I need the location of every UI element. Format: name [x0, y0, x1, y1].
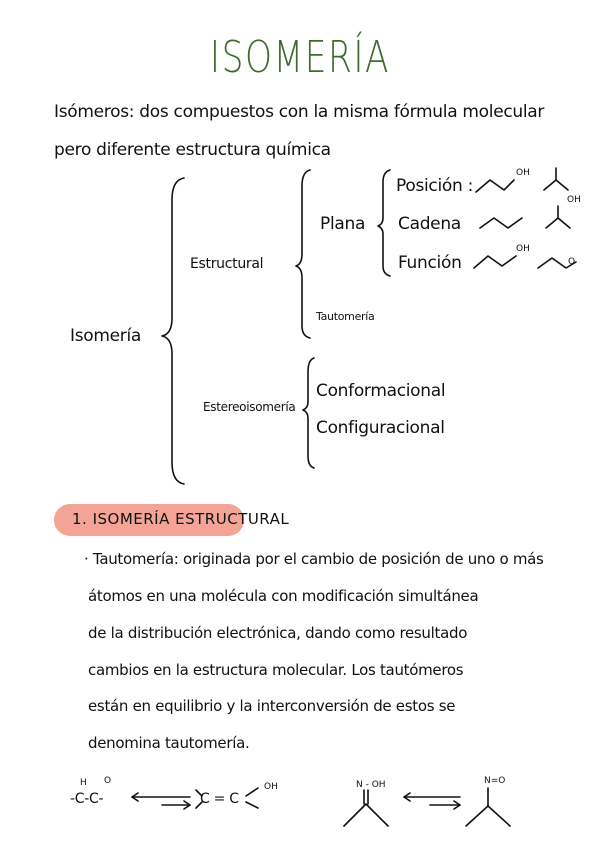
funcion-oh: OH: [516, 244, 530, 254]
definition-line-2: pero diferente estructura química: [54, 140, 331, 160]
para-line-2: átomos en una molécula con modificación simultánea: [88, 587, 479, 605]
brace-structural: [296, 170, 310, 338]
tree-stereo-label: Estereoisomería: [203, 400, 296, 414]
tree-posicion-label: Posición :: [396, 176, 474, 196]
mol-cadena-2: [546, 218, 570, 228]
tree-funcion-label: Función: [398, 253, 462, 273]
mol-funcion-1: [474, 256, 516, 268]
posicion-oh-1: OH: [516, 168, 530, 178]
definition-line-1: Isómeros: dos compuestos con la misma fórmula molecular: [54, 102, 545, 122]
section-heading: 1. ISOMERÍA ESTRUCTURAL: [72, 510, 290, 528]
tree-structural-label: Estructural: [190, 256, 264, 272]
eq-left-formula: -C-C-: [70, 791, 104, 807]
tree-plana-label: Plana: [320, 214, 366, 234]
para-line-5: están en equilibrio y la interconversión de estos se: [88, 697, 456, 715]
eq-n-oh: N - OH: [356, 780, 386, 790]
eq-left-h: H: [80, 778, 87, 788]
tree-cadena-label: Cadena: [398, 214, 461, 234]
tree-configuracional-label: Configuracional: [316, 418, 445, 438]
para-line-3: de la distribución electrónica, dando como resultado: [88, 624, 468, 642]
posicion-oh-2: OH: [567, 195, 581, 205]
para-line-6: denomina tautomería.: [88, 734, 250, 752]
mol-posicion-1: [476, 180, 514, 192]
mol-cadena-1: [480, 218, 522, 228]
brace-stereo: [303, 358, 314, 468]
eq-n-o: N=O: [484, 776, 506, 786]
tree-conformacional-label: Conformacional: [316, 381, 446, 401]
nitroso-skeleton: [466, 806, 510, 826]
brace-main: [162, 178, 184, 484]
eq-right-formula: C = C: [200, 791, 239, 807]
mol-posicion-2: [544, 180, 568, 190]
tree-root-label: Isomería: [70, 326, 142, 346]
page-title: ISOMERÍA: [209, 32, 391, 83]
tree-tautomeria-label: Tautomería: [316, 310, 375, 323]
para-line-1: · Tautomería: originada por el cambio de posición de uno o más: [84, 550, 544, 568]
mol-funcion-2: [538, 258, 576, 268]
brace-plana: [378, 170, 390, 276]
eq-left-o: O: [104, 776, 112, 786]
oxime-skeleton: [344, 804, 388, 826]
para-line-4: cambios en la estructura molecular. Los tautómeros: [88, 661, 464, 679]
funcion-o: O: [568, 257, 576, 267]
eq-oh: OH: [264, 782, 278, 792]
